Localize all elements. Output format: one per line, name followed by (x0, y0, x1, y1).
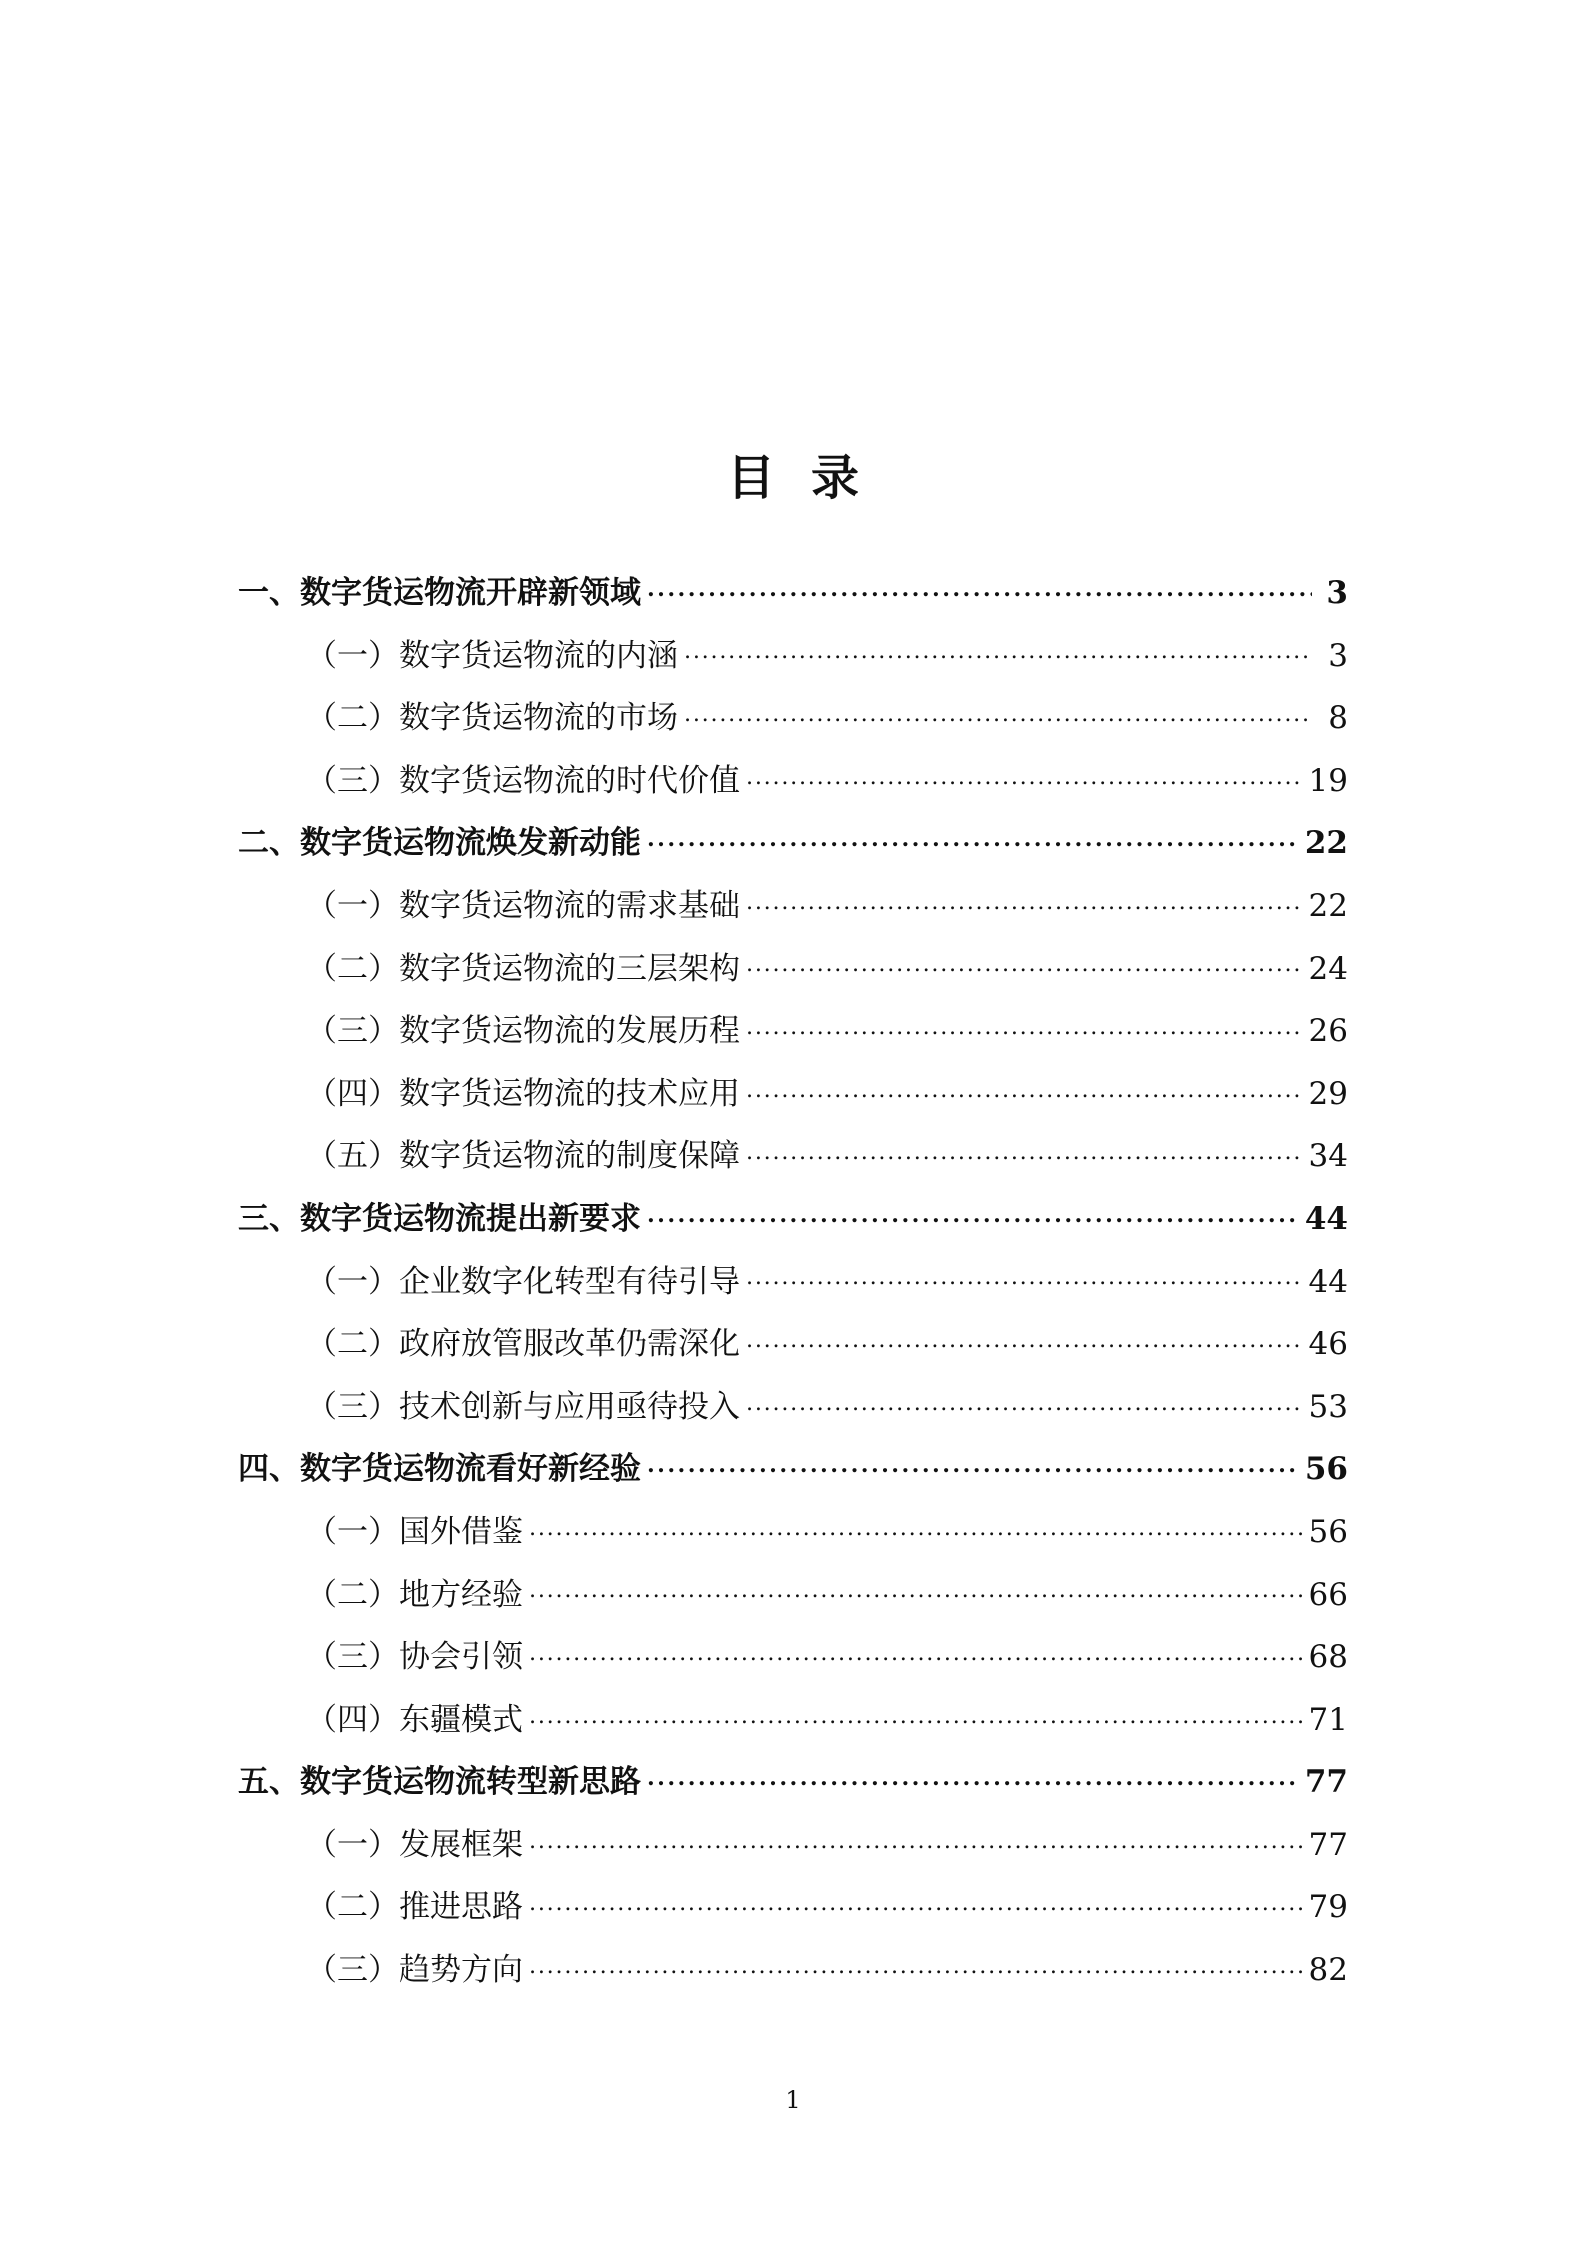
toc-entry-page: 77 (1304, 1764, 1348, 1801)
page-number: 1 (785, 2086, 801, 2114)
toc-section-entry[interactable] (238, 1819, 1348, 1882)
toc-section-entry[interactable] (238, 1569, 1348, 1632)
toc-entry-page: 34 (1308, 1138, 1348, 1175)
toc-entry-page: 79 (1308, 1889, 1348, 1926)
toc-dot-leader (684, 697, 1312, 728)
toc-dot-leader (746, 1386, 1303, 1417)
toc-dot-leader (746, 948, 1303, 979)
toc-entry-label: （四）数字货运物流的技术应用 (306, 1075, 740, 1112)
toc-section-entry[interactable] (238, 1944, 1348, 2007)
toc-entry-label: （三）数字货运物流的时代价值 (306, 762, 740, 799)
toc-section-entry[interactable] (238, 1694, 1348, 1757)
table-of-contents (238, 567, 1348, 2007)
toc-dot-leader (529, 1949, 1303, 1980)
toc-dot-leader (529, 1636, 1303, 1667)
toc-dot-leader (529, 1699, 1303, 1730)
toc-section-entry[interactable] (238, 1881, 1348, 1944)
toc-dot-leader (529, 1824, 1303, 1855)
toc-dot-leader (746, 1010, 1303, 1041)
toc-entry-label: （二）数字货运物流的三层架构 (306, 950, 740, 987)
toc-chapter-entry[interactable] (238, 567, 1348, 630)
toc-entry-label: 五、数字货运物流转型新思路 (238, 1764, 641, 1801)
toc-section-entry[interactable] (238, 1318, 1348, 1381)
toc-dot-leader (746, 1073, 1303, 1104)
toc-section-entry[interactable] (238, 1005, 1348, 1068)
toc-section-entry[interactable] (238, 630, 1348, 693)
toc-entry-page: 71 (1308, 1701, 1348, 1738)
toc-section-entry[interactable] (238, 1381, 1348, 1444)
toc-dot-leader (684, 635, 1312, 666)
toc-entry-page: 46 (1308, 1326, 1348, 1363)
toc-chapter-entry[interactable] (238, 1756, 1348, 1819)
toc-entry-page: 29 (1308, 1075, 1348, 1112)
toc-entry-label: 四、数字货运物流看好新经验 (238, 1451, 641, 1488)
toc-dot-leader (529, 1574, 1303, 1605)
toc-entry-label: （四）东疆模式 (306, 1701, 523, 1738)
toc-entry-label: （三）协会引领 (306, 1639, 523, 1676)
toc-entry-page: 3 (1328, 637, 1348, 674)
toc-entry-label: （二）数字货运物流的市场 (306, 700, 678, 737)
toc-entry-page: 24 (1308, 950, 1348, 987)
toc-section-entry[interactable] (238, 1130, 1348, 1193)
toc-entry-page: 26 (1308, 1013, 1348, 1050)
toc-entry-page: 22 (1308, 887, 1348, 924)
toc-section-entry[interactable] (238, 880, 1348, 943)
toc-entry-label: （一）数字货运物流的需求基础 (306, 887, 740, 924)
toc-entry-label: （三）趋势方向 (306, 1952, 523, 1989)
toc-entry-label: 一、数字货运物流开辟新领域 (238, 575, 641, 611)
toc-entry-label: 三、数字货运物流提出新要求 (238, 1200, 641, 1237)
toc-dot-leader (529, 1511, 1303, 1542)
toc-entry-label: （二）政府放管服改革仍需深化 (306, 1326, 740, 1363)
toc-entry-page: 3 (1326, 575, 1348, 611)
toc-section-entry[interactable] (238, 1068, 1348, 1131)
toc-dot-leader (746, 760, 1303, 791)
toc-section-entry[interactable] (238, 1256, 1348, 1319)
toc-section-entry[interactable] (238, 692, 1348, 755)
toc-entry-page: 44 (1308, 1263, 1348, 1300)
toc-entry-label: （二）地方经验 (306, 1576, 523, 1613)
toc-section-entry[interactable] (238, 1631, 1348, 1694)
toc-section-entry[interactable] (238, 755, 1348, 818)
toc-dot-leader (529, 1886, 1303, 1917)
toc-entry-label: 二、数字货运物流焕发新动能 (238, 825, 641, 862)
toc-entry-label: （三）技术创新与应用亟待投入 (306, 1388, 740, 1425)
toc-entry-page: 53 (1308, 1388, 1348, 1425)
toc-entry-label: （一）国外借鉴 (306, 1513, 523, 1550)
toc-entry-label: （二）推进思路 (306, 1889, 523, 1926)
toc-dot-leader (746, 1323, 1303, 1354)
toc-entry-page: 19 (1308, 762, 1348, 799)
toc-entry-label: （五）数字货运物流的制度保障 (306, 1138, 740, 1175)
toc-entry-page: 56 (1304, 1451, 1348, 1488)
toc-dot-leader (647, 1448, 1299, 1479)
page-title: 目录 (726, 450, 895, 506)
toc-entry-page: 66 (1308, 1576, 1348, 1613)
toc-entry-page: 8 (1328, 700, 1348, 737)
toc-entry-label: （三）数字货运物流的发展历程 (306, 1013, 740, 1050)
toc-dot-leader (746, 1261, 1303, 1292)
toc-entry-page: 82 (1308, 1952, 1348, 1989)
toc-entry-label: （一）数字货运物流的内涵 (306, 637, 678, 674)
toc-chapter-entry[interactable] (238, 1443, 1348, 1506)
toc-entry-label: （一）企业数字化转型有待引导 (306, 1263, 740, 1300)
toc-entry-page: 56 (1308, 1513, 1348, 1550)
toc-entry-page: 22 (1304, 825, 1348, 862)
toc-dot-leader (746, 1135, 1303, 1166)
toc-dot-leader (647, 1761, 1299, 1792)
toc-dot-leader (647, 822, 1299, 853)
toc-section-entry[interactable] (238, 943, 1348, 1006)
toc-entry-page: 77 (1308, 1826, 1348, 1863)
toc-entry-page: 44 (1304, 1200, 1348, 1237)
toc-dot-leader (746, 885, 1303, 916)
toc-dot-leader (647, 1198, 1299, 1229)
toc-entry-page: 68 (1308, 1639, 1348, 1676)
toc-entry-label: （一）发展框架 (306, 1826, 523, 1863)
toc-section-entry[interactable] (238, 1506, 1348, 1569)
toc-chapter-entry[interactable] (238, 1193, 1348, 1256)
toc-chapter-entry[interactable] (238, 817, 1348, 880)
toc-dot-leader (647, 572, 1312, 603)
